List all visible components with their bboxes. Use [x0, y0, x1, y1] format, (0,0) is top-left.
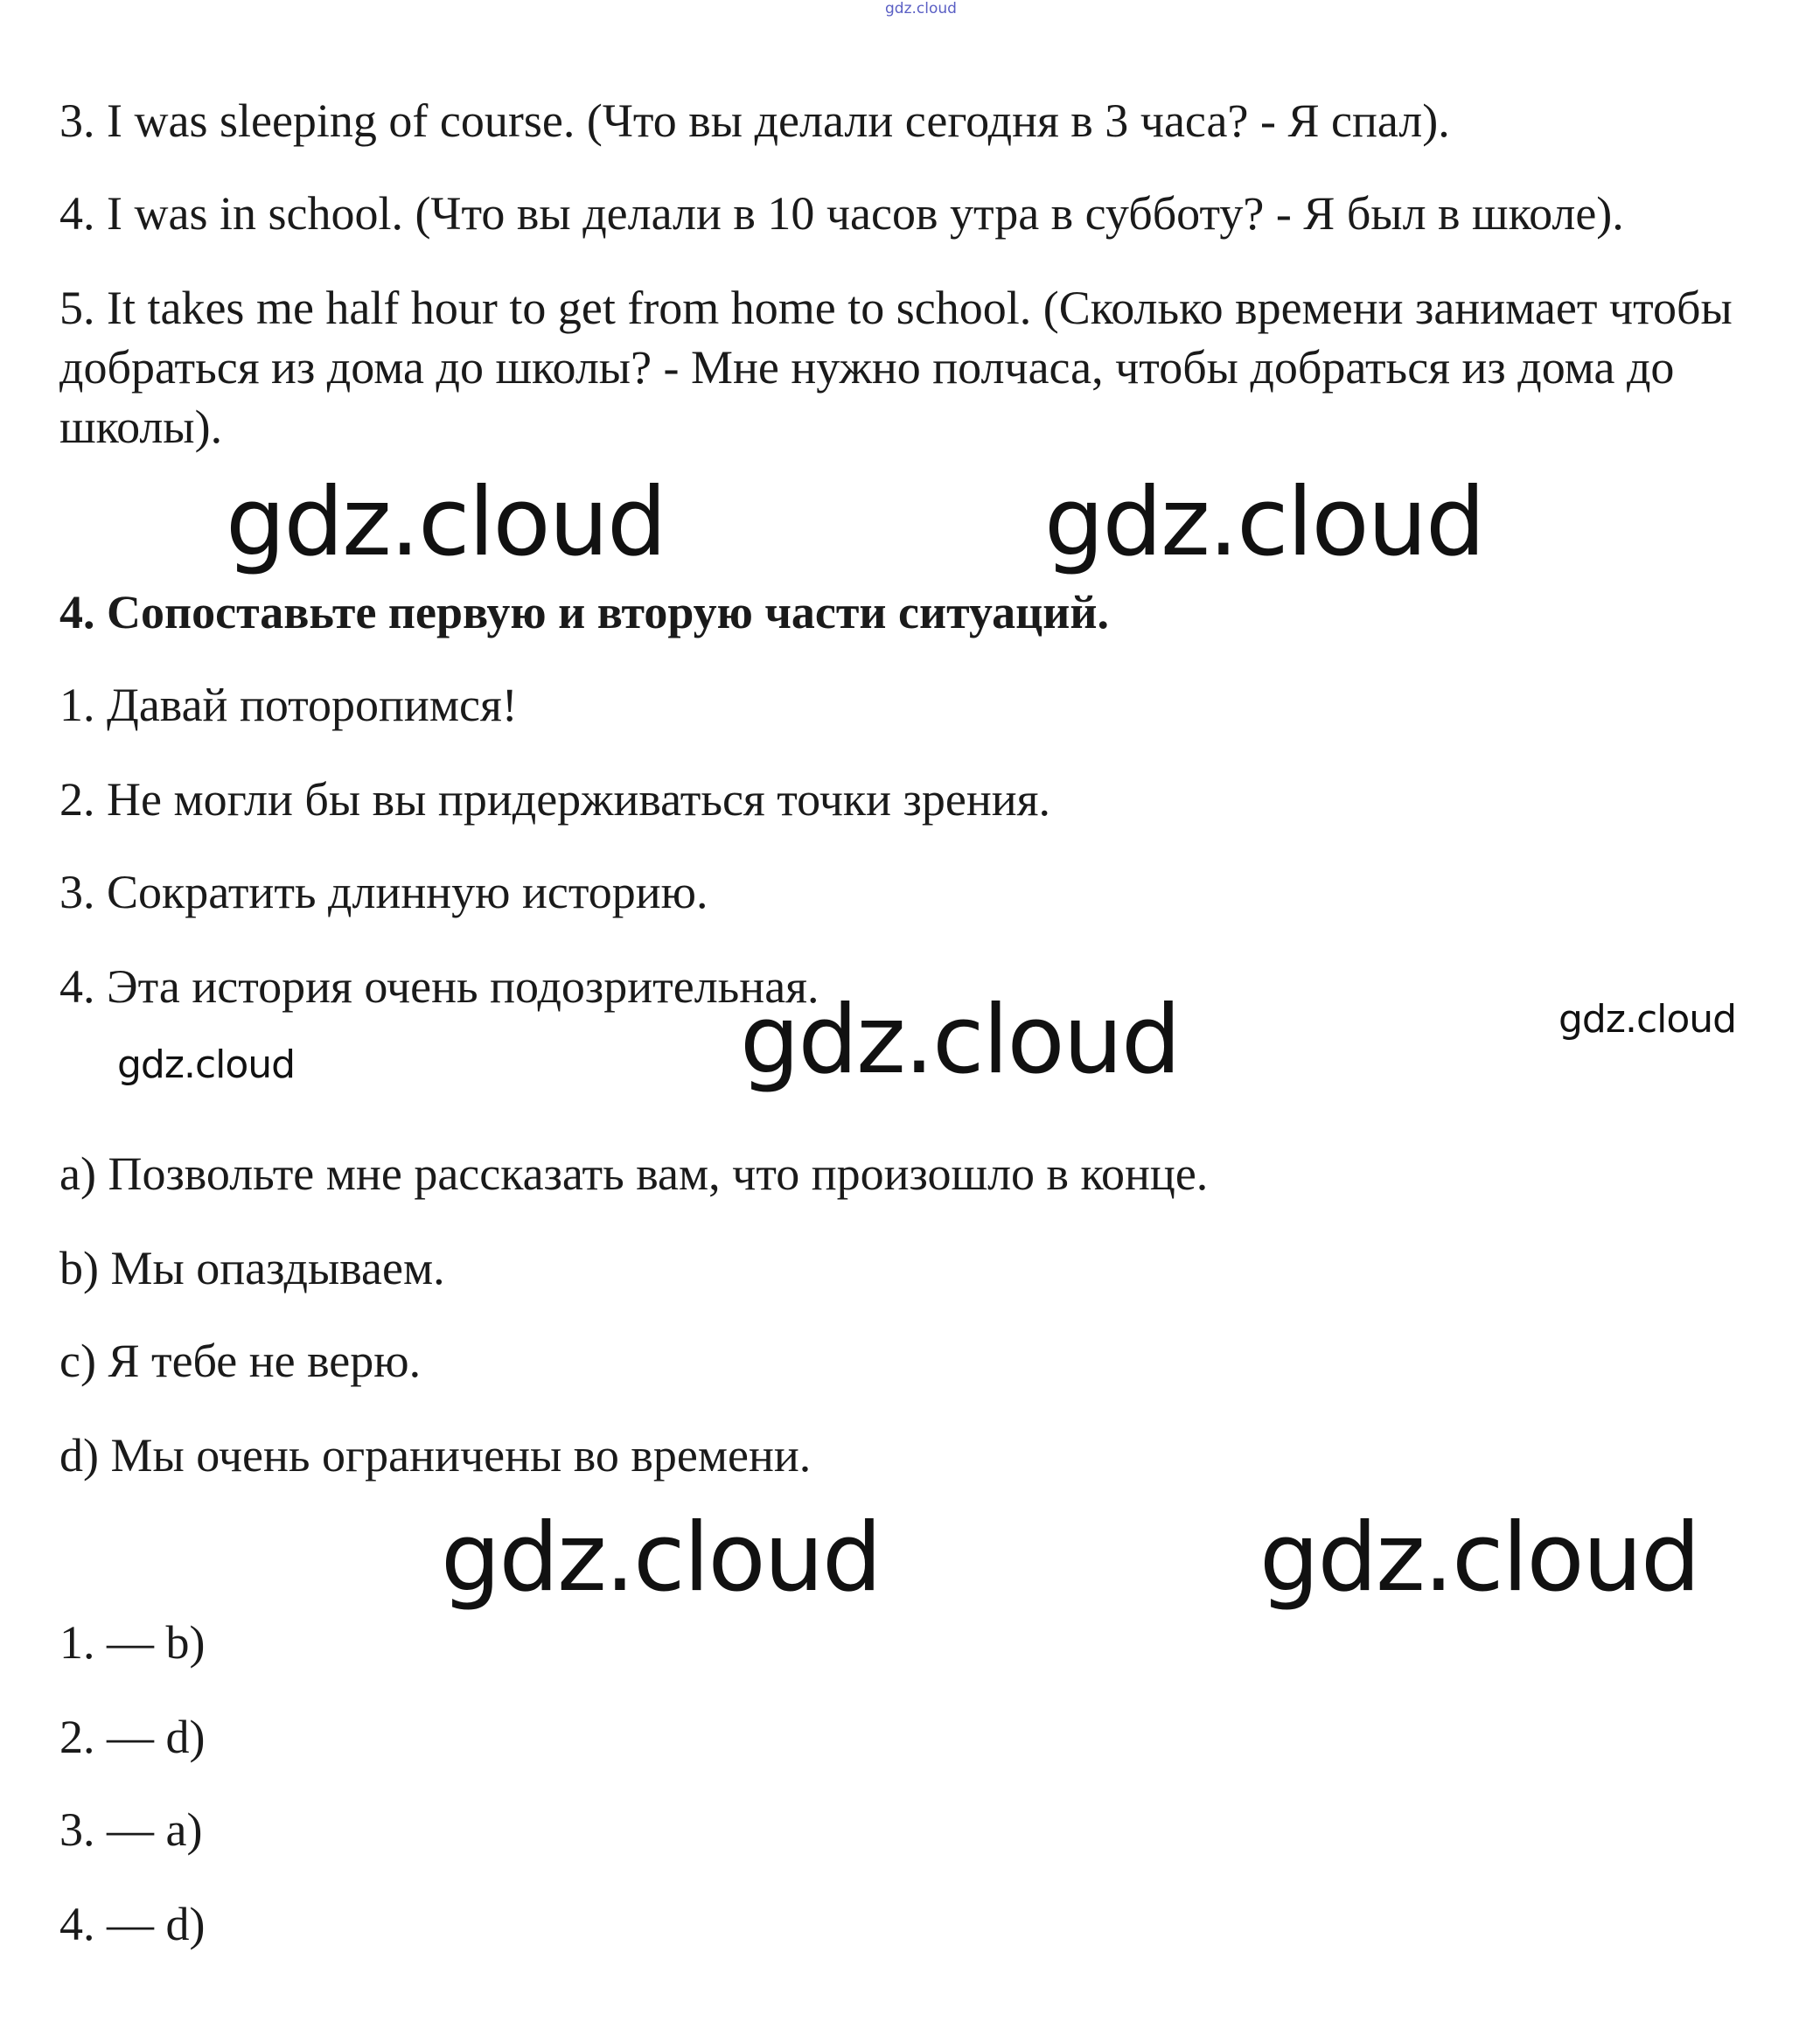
watermark: gdz.cloud: [441, 1503, 881, 1613]
answer-pair-3: 3. — a): [59, 1803, 203, 1856]
watermark: gdz.cloud: [226, 468, 666, 577]
answer-pair-4: 4. — d): [59, 1898, 206, 1950]
top-watermark: gdz.cloud: [885, 0, 957, 17]
second-part-d: d) Мы очень ограничены во времени.: [59, 1429, 812, 1482]
answer-pair-2: 2. — d): [59, 1711, 206, 1763]
watermark: gdz.cloud: [740, 986, 1180, 1095]
second-part-a: a) Позвольте мне рассказать вам, что произошло в конце.: [59, 1147, 1209, 1200]
answer-line-5: 5. It takes me half hour to get from home to school. (Сколько времени занимает чтобы добраться из дома до школы? - Мне нужно полчаса, чтобы добраться из дома до школы).: [59, 282, 1733, 453]
answer-line-4: 4. I was in school. (Что вы делали в 10 часов утра в субботу? - Я был в школе).: [59, 187, 1624, 240]
first-part-2: 2. Не могли бы вы придерживаться точки зрения.: [59, 773, 1050, 826]
watermark: gdz.cloud: [1259, 1503, 1699, 1613]
second-part-b: b) Мы опаздываем.: [59, 1242, 445, 1294]
answer-line-3: 3. I was sleeping of course. (Что вы делали сегодня в 3 часа? - Я спал).: [59, 94, 1450, 147]
watermark: gdz.cloud: [1559, 997, 1737, 1042]
answer-pair-1: 1. — b): [59, 1616, 206, 1669]
watermark: gdz.cloud: [117, 1042, 296, 1087]
watermark: gdz.cloud: [1044, 468, 1484, 577]
second-part-c: c) Я тебе не верю.: [59, 1335, 422, 1387]
first-part-1: 1. Давай поторопимся!: [59, 679, 518, 731]
first-part-3: 3. Сократить длинную историю.: [59, 866, 708, 918]
first-part-4: 4. Эта история очень подозрительная.: [59, 960, 819, 1013]
task-heading: 4. Сопоставьте первую и вторую части ситуаций.: [59, 586, 1110, 638]
